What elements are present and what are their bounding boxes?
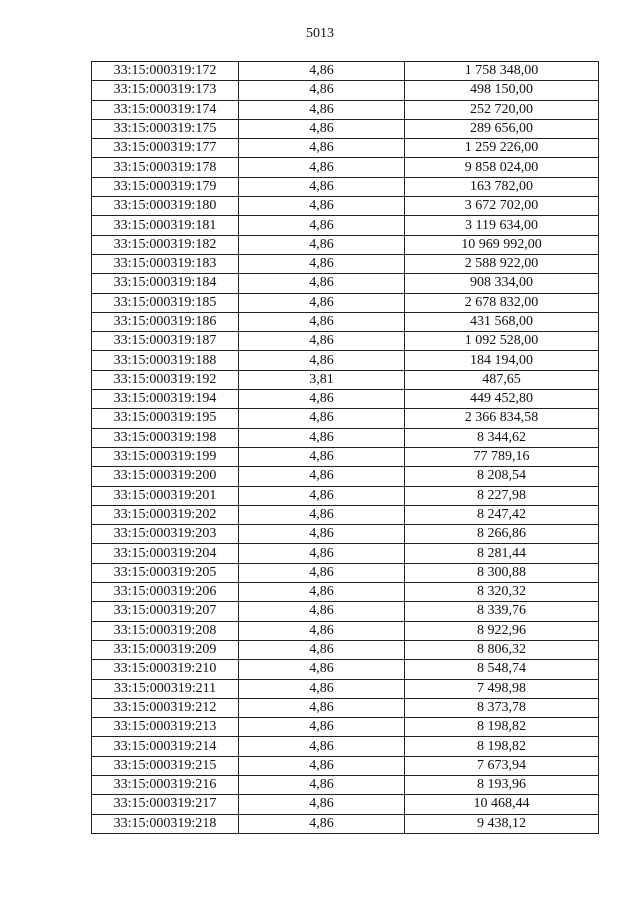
value-cell: 3 119 634,00	[405, 216, 599, 235]
cadastral-number-cell: 33:15:000319:203	[92, 525, 239, 544]
rate-cell: 4,86	[239, 718, 405, 737]
cadastral-table	[91, 61, 599, 834]
table-row	[92, 621, 599, 640]
value-cell: 431 568,00	[405, 312, 599, 331]
value-cell: 2 588 922,00	[405, 254, 599, 273]
rate-cell: 4,86	[239, 525, 405, 544]
table-row	[92, 409, 599, 428]
value-cell: 8 198,82	[405, 737, 599, 756]
rate-cell: 4,86	[239, 351, 405, 370]
rate-cell: 3,81	[239, 370, 405, 389]
cadastral-number-cell: 33:15:000319:206	[92, 583, 239, 602]
cadastral-number-cell: 33:15:000319:210	[92, 660, 239, 679]
table-row	[92, 775, 599, 794]
cadastral-number-cell: 33:15:000319:211	[92, 679, 239, 698]
cadastral-number-cell: 33:15:000319:204	[92, 544, 239, 563]
value-cell: 498 150,00	[405, 81, 599, 100]
value-cell: 289 656,00	[405, 119, 599, 138]
table-row	[92, 679, 599, 698]
value-cell: 2 678 832,00	[405, 293, 599, 312]
rate-cell: 4,86	[239, 177, 405, 196]
rate-cell: 4,86	[239, 698, 405, 717]
cadastral-number-cell: 33:15:000319:201	[92, 486, 239, 505]
cadastral-number-cell: 33:15:000319:198	[92, 428, 239, 447]
value-cell: 7 673,94	[405, 756, 599, 775]
value-cell: 8 266,86	[405, 525, 599, 544]
table-row	[92, 486, 599, 505]
rate-cell: 4,86	[239, 235, 405, 254]
rate-cell: 4,86	[239, 390, 405, 409]
rate-cell: 4,86	[239, 409, 405, 428]
table-row	[92, 505, 599, 524]
value-cell: 8 193,96	[405, 775, 599, 794]
value-cell: 8 806,32	[405, 640, 599, 659]
value-cell: 8 373,78	[405, 698, 599, 717]
rate-cell: 4,86	[239, 679, 405, 698]
table-row	[92, 583, 599, 602]
page-number: 5013	[306, 26, 334, 41]
table-row	[92, 390, 599, 409]
rate-cell: 4,86	[239, 467, 405, 486]
cadastral-number-cell: 33:15:000319:192	[92, 370, 239, 389]
rate-cell: 4,86	[239, 544, 405, 563]
value-cell: 8 339,76	[405, 602, 599, 621]
table-row	[92, 119, 599, 138]
value-cell: 10 969 992,00	[405, 235, 599, 254]
cadastral-number-cell: 33:15:000319:186	[92, 312, 239, 331]
table-row	[92, 660, 599, 679]
cadastral-number-cell: 33:15:000319:188	[92, 351, 239, 370]
rate-cell: 4,86	[239, 660, 405, 679]
cadastral-number-cell: 33:15:000319:212	[92, 698, 239, 717]
cadastral-number-cell: 33:15:000319:195	[92, 409, 239, 428]
cadastral-number-cell: 33:15:000319:177	[92, 139, 239, 158]
value-cell: 908 334,00	[405, 274, 599, 293]
cadastral-number-cell: 33:15:000319:216	[92, 775, 239, 794]
table-row	[92, 640, 599, 659]
cadastral-number-cell: 33:15:000319:184	[92, 274, 239, 293]
rate-cell: 4,86	[239, 583, 405, 602]
table-row	[92, 351, 599, 370]
cadastral-number-cell: 33:15:000319:185	[92, 293, 239, 312]
table-row	[92, 197, 599, 216]
value-cell: 1 259 226,00	[405, 139, 599, 158]
rate-cell: 4,86	[239, 756, 405, 775]
cadastral-number-cell: 33:15:000319:183	[92, 254, 239, 273]
table-row	[92, 795, 599, 814]
table-body	[92, 62, 599, 834]
cadastral-number-cell: 33:15:000319:179	[92, 177, 239, 196]
value-cell: 163 782,00	[405, 177, 599, 196]
rate-cell: 4,86	[239, 602, 405, 621]
cadastral-number-cell: 33:15:000319:182	[92, 235, 239, 254]
table-row	[92, 698, 599, 717]
rate-cell: 4,86	[239, 62, 405, 81]
value-cell: 184 194,00	[405, 351, 599, 370]
value-cell: 252 720,00	[405, 100, 599, 119]
cadastral-number-cell: 33:15:000319:218	[92, 814, 239, 833]
rate-cell: 4,86	[239, 119, 405, 138]
value-cell: 8 227,98	[405, 486, 599, 505]
rate-cell: 4,86	[239, 428, 405, 447]
value-cell: 8 198,82	[405, 718, 599, 737]
table-row	[92, 235, 599, 254]
table-row	[92, 216, 599, 235]
cadastral-number-cell: 33:15:000319:213	[92, 718, 239, 737]
table-row	[92, 332, 599, 351]
cadastral-number-cell: 33:15:000319:174	[92, 100, 239, 119]
rate-cell: 4,86	[239, 795, 405, 814]
cadastral-number-cell: 33:15:000319:172	[92, 62, 239, 81]
table-row	[92, 544, 599, 563]
table-row	[92, 525, 599, 544]
table-row	[92, 62, 599, 81]
table-row	[92, 718, 599, 737]
rate-cell: 4,86	[239, 563, 405, 582]
cadastral-number-cell: 33:15:000319:217	[92, 795, 239, 814]
rate-cell: 4,86	[239, 447, 405, 466]
table-row	[92, 428, 599, 447]
cadastral-number-cell: 33:15:000319:194	[92, 390, 239, 409]
value-cell: 8 548,74	[405, 660, 599, 679]
rate-cell: 4,86	[239, 197, 405, 216]
value-cell: 3 672 702,00	[405, 197, 599, 216]
table-row	[92, 293, 599, 312]
table-row	[92, 254, 599, 273]
cadastral-number-cell: 33:15:000319:215	[92, 756, 239, 775]
table-row	[92, 158, 599, 177]
rate-cell: 4,86	[239, 274, 405, 293]
table-row	[92, 737, 599, 756]
value-cell: 8 208,54	[405, 467, 599, 486]
value-cell: 10 468,44	[405, 795, 599, 814]
cadastral-number-cell: 33:15:000319:175	[92, 119, 239, 138]
cadastral-number-cell: 33:15:000319:173	[92, 81, 239, 100]
table-row	[92, 756, 599, 775]
value-cell: 8 922,96	[405, 621, 599, 640]
table-row	[92, 81, 599, 100]
rate-cell: 4,86	[239, 312, 405, 331]
rate-cell: 4,86	[239, 640, 405, 659]
table-row	[92, 563, 599, 582]
rate-cell: 4,86	[239, 81, 405, 100]
cadastral-number-cell: 33:15:000319:208	[92, 621, 239, 640]
value-cell: 77 789,16	[405, 447, 599, 466]
rate-cell: 4,86	[239, 139, 405, 158]
table-row	[92, 177, 599, 196]
cadastral-number-cell: 33:15:000319:178	[92, 158, 239, 177]
rate-cell: 4,86	[239, 293, 405, 312]
value-cell: 8 344,62	[405, 428, 599, 447]
value-cell: 1 758 348,00	[405, 62, 599, 81]
table-row	[92, 274, 599, 293]
rate-cell: 4,86	[239, 505, 405, 524]
value-cell: 487,65	[405, 370, 599, 389]
table-row	[92, 100, 599, 119]
rate-cell: 4,86	[239, 486, 405, 505]
table-row	[92, 312, 599, 331]
cadastral-number-cell: 33:15:000319:199	[92, 447, 239, 466]
table-row	[92, 370, 599, 389]
rate-cell: 4,86	[239, 814, 405, 833]
value-cell: 449 452,80	[405, 390, 599, 409]
rate-cell: 4,86	[239, 332, 405, 351]
value-cell: 8 300,88	[405, 563, 599, 582]
rate-cell: 4,86	[239, 254, 405, 273]
value-cell: 9 858 024,00	[405, 158, 599, 177]
value-cell: 1 092 528,00	[405, 332, 599, 351]
cadastral-number-cell: 33:15:000319:214	[92, 737, 239, 756]
value-cell: 7 498,98	[405, 679, 599, 698]
cadastral-number-cell: 33:15:000319:202	[92, 505, 239, 524]
value-cell: 2 366 834,58	[405, 409, 599, 428]
table-row	[92, 447, 599, 466]
table-row	[92, 467, 599, 486]
rate-cell: 4,86	[239, 158, 405, 177]
rate-cell: 4,86	[239, 216, 405, 235]
rate-cell: 4,86	[239, 737, 405, 756]
table-row	[92, 602, 599, 621]
value-cell: 8 281,44	[405, 544, 599, 563]
rate-cell: 4,86	[239, 100, 405, 119]
cadastral-number-cell: 33:15:000319:181	[92, 216, 239, 235]
table-row	[92, 814, 599, 833]
cadastral-number-cell: 33:15:000319:187	[92, 332, 239, 351]
cadastral-number-cell: 33:15:000319:180	[92, 197, 239, 216]
rate-cell: 4,86	[239, 775, 405, 794]
cadastral-number-cell: 33:15:000319:207	[92, 602, 239, 621]
value-cell: 8 247,42	[405, 505, 599, 524]
cadastral-number-cell: 33:15:000319:209	[92, 640, 239, 659]
value-cell: 8 320,32	[405, 583, 599, 602]
rate-cell: 4,86	[239, 621, 405, 640]
table-row	[92, 139, 599, 158]
cadastral-number-cell: 33:15:000319:200	[92, 467, 239, 486]
cadastral-number-cell: 33:15:000319:205	[92, 563, 239, 582]
value-cell: 9 438,12	[405, 814, 599, 833]
